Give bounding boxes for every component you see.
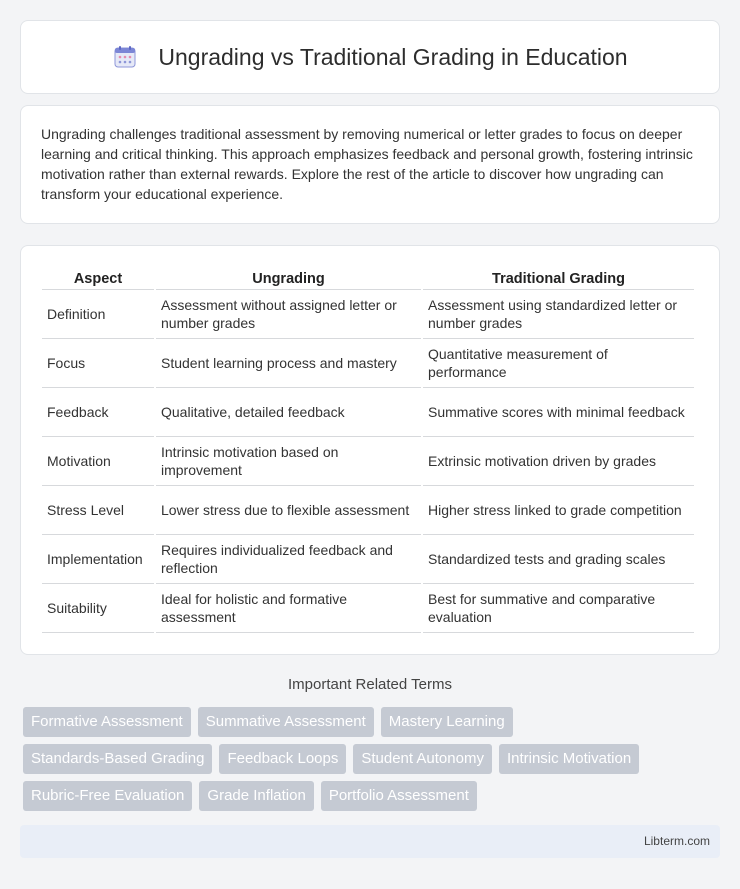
tag-rubric-free-evaluation[interactable]: Rubric-Free Evaluation bbox=[23, 781, 192, 811]
tag-row bbox=[23, 707, 723, 737]
calendar-icon bbox=[112, 44, 138, 70]
tag-feedback-loops[interactable]: Feedback Loops bbox=[219, 744, 346, 774]
table-cell-ungrading: Lower stress due to flexible assessment bbox=[156, 486, 421, 535]
table-cell-aspect: Suitability bbox=[42, 584, 154, 633]
table-cell-traditional: Best for summative and comparative evaluation bbox=[423, 584, 694, 633]
table-row bbox=[42, 339, 694, 388]
table-cell-ungrading: Ideal for holistic and formative assessment bbox=[156, 584, 421, 633]
table-cell-aspect: Definition bbox=[42, 290, 154, 339]
table-cell-aspect: Motivation bbox=[42, 437, 154, 486]
table-cell-ungrading: Intrinsic motivation based on improvement bbox=[156, 437, 421, 486]
table-row bbox=[42, 388, 694, 437]
table-cell-traditional: Assessment using standardized letter or number grades bbox=[423, 290, 694, 339]
table-row bbox=[42, 486, 694, 535]
page-title: Ungrading vs Traditional Grading in Education bbox=[158, 43, 628, 70]
table-cell-traditional: Standardized tests and grading scales bbox=[423, 535, 694, 584]
column-header-traditional: Traditional Grading bbox=[423, 266, 694, 290]
table-row bbox=[42, 437, 694, 486]
table-cell-ungrading: Requires individualized feedback and reflection bbox=[156, 535, 421, 584]
comparison-table-card bbox=[20, 245, 720, 655]
footer-site-link[interactable]: Libterm.com bbox=[643, 834, 710, 848]
table-row bbox=[42, 535, 694, 584]
table-cell-aspect: Implementation bbox=[42, 535, 154, 584]
table-cell-traditional: Summative scores with minimal feedback bbox=[423, 388, 694, 437]
tag-formative-assessment[interactable]: Formative Assessment bbox=[23, 707, 191, 737]
table-cell-ungrading: Assessment without assigned letter or number grades bbox=[156, 290, 421, 339]
tag-grade-inflation[interactable]: Grade Inflation bbox=[199, 781, 313, 811]
column-header-aspect: Aspect bbox=[42, 266, 154, 290]
tag-summative-assessment[interactable]: Summative Assessment bbox=[198, 707, 374, 737]
intro-card bbox=[20, 105, 720, 224]
column-header-ungrading: Ungrading bbox=[156, 266, 421, 290]
tag-mastery-learning[interactable]: Mastery Learning bbox=[381, 707, 513, 737]
table-row bbox=[42, 290, 694, 339]
tag-standards-based-grading[interactable]: Standards-Based Grading bbox=[23, 744, 212, 774]
related-terms-list bbox=[23, 707, 723, 818]
table-cell-aspect: Feedback bbox=[42, 388, 154, 437]
intro-text: Ungrading challenges traditional assessment by removing numerical or letter grades to focus on deeper learning and critical thinking. This approach emphasizes feedback and personal growth, fostering intrinsic motivation rather than external rewards. Explore the rest of the article to discover how ungrading can transform your educational experience. bbox=[41, 126, 693, 202]
header-card bbox=[20, 20, 720, 94]
tag-student-autonomy[interactable]: Student Autonomy bbox=[353, 744, 492, 774]
tag-row bbox=[23, 744, 723, 774]
footer bbox=[20, 825, 720, 858]
tag-row bbox=[23, 781, 723, 811]
table-cell-traditional: Extrinsic motivation driven by grades bbox=[423, 437, 694, 486]
related-terms-title: Important Related Terms bbox=[288, 676, 452, 693]
table-header-row bbox=[42, 266, 694, 290]
table-cell-aspect: Stress Level bbox=[42, 486, 154, 535]
table-cell-traditional: Higher stress linked to grade competition bbox=[423, 486, 694, 535]
table-cell-ungrading: Qualitative, detailed feedback bbox=[156, 388, 421, 437]
table-cell-traditional: Quantitative measurement of performance bbox=[423, 339, 694, 388]
table-cell-ungrading: Student learning process and mastery bbox=[156, 339, 421, 388]
table-cell-aspect: Focus bbox=[42, 339, 154, 388]
tag-intrinsic-motivation[interactable]: Intrinsic Motivation bbox=[499, 744, 639, 774]
comparison-table bbox=[40, 266, 696, 633]
table-row bbox=[42, 584, 694, 633]
tag-portfolio-assessment[interactable]: Portfolio Assessment bbox=[321, 781, 477, 811]
